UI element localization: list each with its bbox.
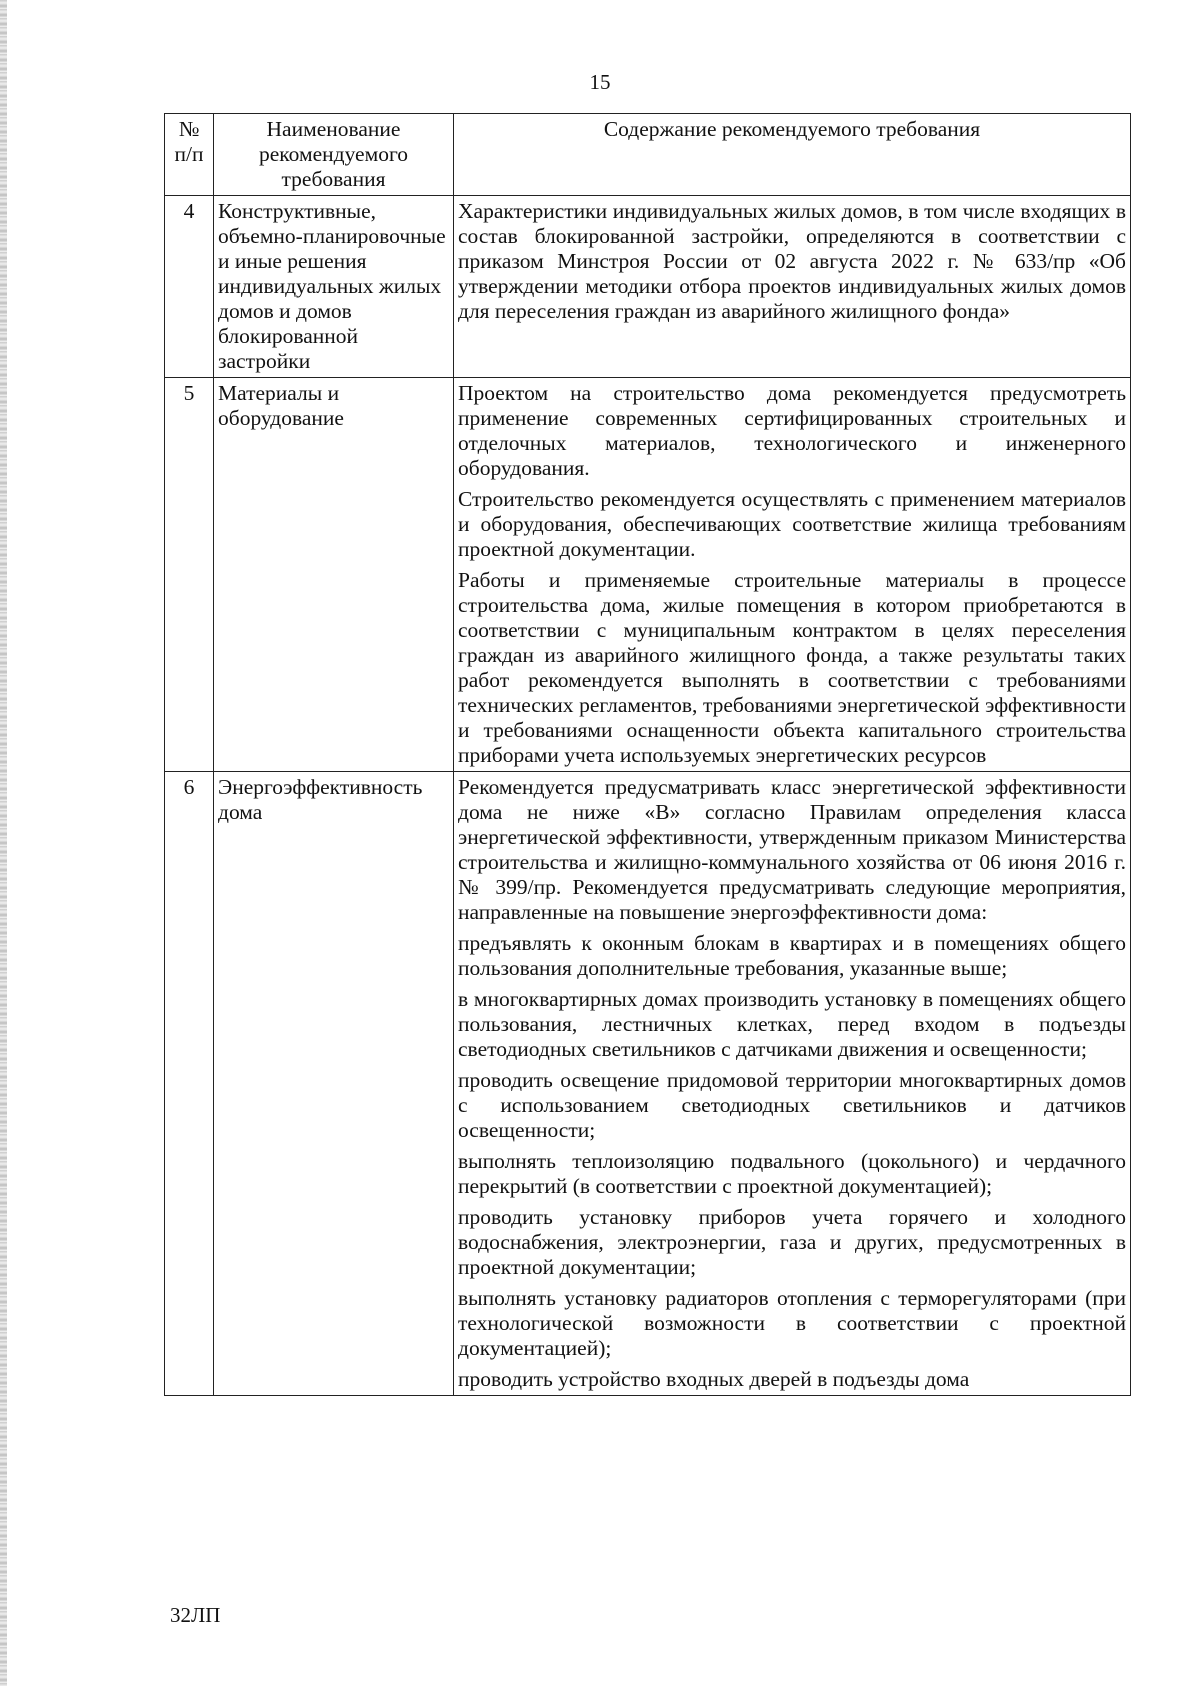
table-row — [165, 196, 1131, 378]
content-paragraph: в многоквартирных домах производить установку в помещениях общего пользования, лестничных клетках, перед входом в подъезды светодиодных светильников с датчиками движения и освещенности; — [458, 987, 1126, 1061]
row-name: Конструктивные, объемно-планировочные и иные решения индивидуальных жилых домов и домов блокированной застройки — [214, 196, 454, 378]
row-name: Энергоэффективность дома — [214, 772, 454, 1396]
table-row — [165, 772, 1131, 1396]
table-row — [165, 378, 1131, 772]
row-content — [454, 196, 1131, 378]
content-paragraph: Рекомендуется предусматривать класс энергетической эффективности дома не ниже «В» согласно Правилам определения класса энергетической эффективности, утвержденным приказом Министерства строительства и жилищно-коммунального хозяйства от 06 июня 2016 г. № 399/пр. Рекомендуется предусматривать следующие мероприятия, направленные на повышение энергоэффективности дома: — [458, 775, 1126, 924]
content-paragraph: выполнять теплоизоляцию подвального (цокольного) и чердачного перекрытий (в соответствии с проектной документацией); — [458, 1149, 1126, 1198]
content-paragraph: проводить освещение придомовой территории многоквартирных домов с использованием светодиодных светильников и датчиков освещенности; — [458, 1068, 1126, 1142]
page-number: 15 — [589, 70, 611, 94]
row-content — [454, 378, 1131, 772]
header-content: Содержание рекомендуемого требования — [454, 114, 1131, 196]
header-name: Наименование рекомендуемого требования — [214, 114, 454, 196]
content-paragraph: выполнять установку радиаторов отопления с терморегуляторами (при технологической возможности в соответствии с проектной документацией); — [458, 1286, 1126, 1360]
content-paragraph: проводить установку приборов учета горячего и холодного водоснабжения, электроэнергии, газа и других, предусмотренных в проектной документации; — [458, 1205, 1126, 1279]
row-num: 4 — [165, 196, 214, 378]
content-paragraph: Строительство рекомендуется осуществлять с применением материалов и оборудования, обеспечивающих соответствие жилища требованиям проектной документации. — [458, 487, 1126, 561]
row-num: 5 — [165, 378, 214, 772]
content-paragraph: Работы и применяемые строительные материалы в процессе строительства дома, жилые помещения в котором приобретаются в соответствии с муниципальным контрактом в целях переселения граждан из аварийного жилищного фонда, а также результаты таких работ рекомендуется выполнять в соответствии с требованиями технических регламентов, требованиями энергетической эффективности и требованиями оснащенности объекта капитального строительства приборами учета используемых энергетических ресурсов — [458, 568, 1126, 767]
requirements-table — [164, 113, 1131, 1396]
row-content — [454, 772, 1131, 1396]
scan-edge — [0, 0, 7, 1686]
content-paragraph: Характеристики индивидуальных жилых домов, в том числе входящих в состав блокированной застройки, определяются в соответствии с приказом Минстроя России от 02 августа 2022 г. № 633/пр «Об утверждении методики отбора проектов индивидуальных жилых домов для переселения граждан из аварийного жилищного фонда» — [458, 199, 1126, 323]
content-paragraph: Проектом на строительство дома рекомендуется предусмотреть применение современных сертифицированных строительных и отделочных материалов, технологического и инженерного оборудования. — [458, 381, 1126, 480]
content-paragraph: проводить устройство входных дверей в подъезды дома — [458, 1367, 970, 1391]
row-name: Материалы и оборудование — [214, 378, 454, 772]
content-paragraph: предъявлять к оконным блокам в квартирах и в помещениях общего пользования дополнительные требования, указанные выше; — [458, 931, 1126, 980]
header-num: № п/п — [165, 114, 214, 196]
row-num: 6 — [165, 772, 214, 1396]
document-code: 32ЛП — [170, 1603, 221, 1627]
table-header-row — [165, 114, 1131, 196]
